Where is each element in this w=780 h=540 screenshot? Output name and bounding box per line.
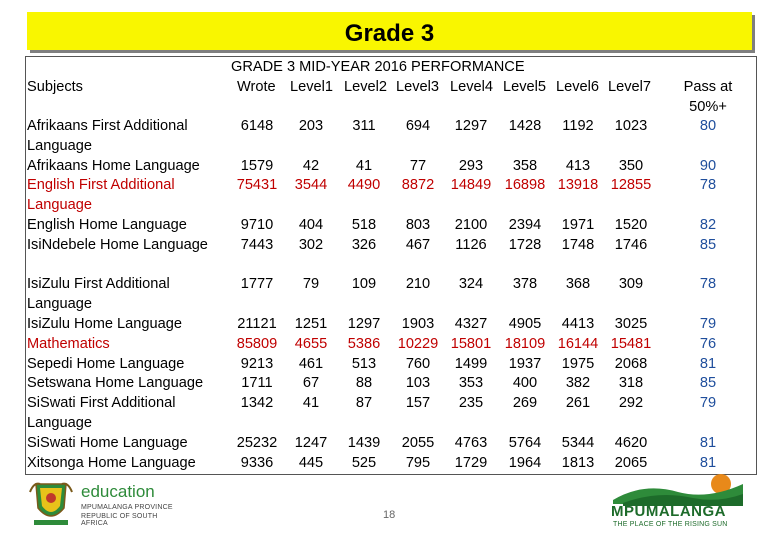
right-brand: MPUMALANGA (611, 503, 726, 520)
cell-wrote: 7443 (240, 236, 274, 253)
subject-name: SiSwati Home Language (27, 434, 188, 451)
cell-l3: 467 (405, 236, 431, 253)
header-pass-line1: Pass at (683, 79, 733, 95)
cell-wrote: 1579 (240, 157, 274, 174)
cell-l2: 4490 (347, 177, 381, 194)
cell-pass-rate: 76 (699, 335, 717, 352)
cell-l2: 1297 (347, 316, 381, 332)
cell-l5: 378 (512, 276, 538, 293)
table-title: GRADE 3 MID-YEAR 2016 PERFORMANCE (231, 59, 525, 75)
cell-l5: 1937 (508, 355, 542, 372)
header-level1: Level1 (290, 79, 334, 95)
cell-l4: 1297 (454, 118, 488, 134)
cell-l3: 803 (405, 217, 431, 233)
subject-name: Xitsonga Home Language (27, 454, 196, 471)
cell-wrote: 9213 (240, 355, 274, 372)
cell-l7: 4620 (614, 434, 648, 451)
cell-pass-rate: 78 (699, 276, 717, 293)
cell-wrote: 1711 (241, 375, 273, 392)
header-pass-line2: 50%+ (689, 99, 727, 115)
cell-l5: 16898 (504, 177, 546, 194)
cell-l2: 518 (351, 217, 377, 233)
table-content (26, 57, 756, 474)
province-line1: MPUMALANGA PROVINCE (81, 504, 173, 511)
cell-l3: 77 (409, 157, 427, 174)
cell-l7: 292 (618, 395, 644, 412)
cell-l6: 1813 (561, 454, 595, 471)
cell-l7: 2065 (614, 454, 648, 471)
subject-name: Mathematics (27, 335, 110, 352)
mpumalanga-logo (603, 470, 753, 530)
cell-l2: 87 (355, 395, 373, 412)
cell-l4: 324 (458, 276, 484, 293)
cell-l1: 3544 (294, 177, 328, 194)
cell-l1: 4655 (294, 335, 328, 352)
cell-pass-rate: 85 (699, 236, 717, 253)
cell-l7: 3025 (614, 316, 648, 332)
cell-wrote: 1342 (240, 395, 274, 412)
cell-wrote: 9710 (240, 217, 274, 233)
cell-l5: 1964 (508, 454, 542, 471)
cell-l1: 1251 (294, 316, 328, 332)
header-level6: Level6 (556, 79, 600, 95)
cell-l3: 760 (405, 355, 431, 372)
subject-name: SiSwati First Additional Language (27, 395, 176, 431)
cell-l6: 1971 (561, 217, 595, 233)
cell-l3: 210 (405, 276, 431, 293)
cell-l7: 1520 (614, 217, 648, 233)
title-bar (27, 12, 752, 50)
cell-l1: 404 (298, 217, 324, 233)
cell-l3: 2055 (401, 434, 435, 451)
cell-l5: 400 (512, 375, 538, 392)
header-subjects: Subjects (27, 79, 83, 95)
subject-name: Sepedi Home Language (27, 355, 185, 372)
cell-wrote: 6148 (240, 118, 274, 134)
cell-l3: 157 (405, 395, 431, 412)
cell-l2: 1439 (347, 434, 381, 451)
subject-name: IsiNdebele Home Language (27, 236, 208, 253)
cell-l5: 358 (512, 157, 538, 174)
cell-l1: 41 (302, 395, 320, 412)
cell-pass-rate: 78 (699, 177, 717, 194)
header-level2: Level2 (344, 79, 388, 95)
right-tagline: THE PLACE OF THE RISING SUN (613, 521, 728, 528)
cell-l4: 353 (458, 375, 484, 392)
cell-wrote: 9336 (240, 454, 274, 471)
header-level5: Level5 (503, 79, 547, 95)
cell-l5: 269 (512, 395, 538, 412)
cell-l4: 15801 (450, 335, 492, 352)
coat-of-arms-icon (28, 478, 74, 528)
cell-pass-rate: 79 (699, 395, 717, 412)
cell-l6: 1975 (561, 355, 595, 372)
cell-l2: 513 (351, 355, 377, 372)
cell-l6: 4413 (561, 316, 595, 332)
cell-l4: 1729 (454, 454, 488, 471)
header-level7: Level7 (608, 79, 652, 95)
cell-l2: 5386 (347, 335, 381, 352)
cell-l5: 1728 (508, 236, 542, 253)
cell-l5: 4905 (508, 316, 542, 332)
cell-l2: 109 (351, 276, 377, 293)
cell-l7: 309 (618, 276, 644, 293)
subject-name: IsiZulu First Additional Language (27, 276, 170, 313)
cell-l2: 88 (355, 375, 373, 392)
cell-pass-rate: 82 (699, 217, 717, 233)
cell-l7: 350 (618, 157, 644, 174)
cell-l1: 461 (298, 355, 324, 372)
cell-pass-rate: 81 (699, 355, 717, 372)
cell-l6: 16144 (557, 335, 599, 352)
cell-l6: 368 (565, 276, 591, 293)
cell-l1: 42 (302, 157, 320, 174)
cell-pass-rate: 79 (699, 316, 717, 332)
cell-l3: 10229 (397, 335, 439, 352)
cell-l1: 1247 (294, 434, 328, 451)
cell-l2: 311 (352, 118, 376, 134)
cell-l1: 203 (298, 118, 324, 134)
cell-wrote: 25232 (236, 434, 278, 451)
subject-name: English Home Language (27, 217, 187, 233)
cell-pass-rate: 90 (699, 157, 717, 174)
cell-l7: 1746 (614, 236, 648, 253)
cell-l7: 318 (618, 375, 644, 392)
cell-l5: 5764 (508, 434, 542, 451)
cell-l4: 235 (458, 395, 484, 412)
cell-l5: 1428 (508, 118, 542, 134)
cell-l4: 4763 (454, 434, 488, 451)
cell-l7: 2068 (614, 355, 648, 372)
cell-l6: 1748 (561, 236, 595, 253)
cell-l4: 14849 (450, 177, 492, 194)
cell-l6: 5344 (561, 434, 595, 451)
performance-table (25, 56, 757, 475)
cell-l6: 261 (565, 395, 591, 412)
page-number: 18 (383, 509, 396, 521)
subject-name: English First Additional Language (27, 177, 175, 214)
rising-sun-icon (603, 470, 753, 506)
cell-l3: 1903 (401, 316, 435, 332)
cell-pass-rate: 81 (699, 434, 717, 451)
cell-l7: 15481 (610, 335, 652, 352)
header-wrote: Wrote (237, 79, 276, 95)
cell-l4: 4327 (454, 316, 488, 332)
cell-l4: 1126 (455, 236, 487, 253)
cell-l3: 103 (405, 375, 431, 392)
cell-wrote: 85809 (236, 335, 278, 352)
cell-l1: 445 (298, 454, 324, 471)
cell-l1: 67 (302, 375, 320, 392)
dept-name: education (81, 482, 155, 501)
cell-wrote: 21121 (237, 316, 277, 332)
cell-l4: 2100 (454, 217, 488, 233)
cell-l5: 2394 (508, 217, 542, 233)
cell-l7: 1023 (614, 118, 648, 134)
slide-title: Grade 3 (344, 20, 435, 47)
cell-l3: 795 (405, 454, 431, 471)
cell-l2: 41 (355, 157, 373, 174)
subject-name: Afrikaans Home Language (27, 157, 200, 174)
subject-name: IsiZulu Home Language (27, 316, 182, 332)
cell-l2: 326 (351, 236, 377, 253)
cell-l6: 413 (565, 157, 591, 174)
cell-l5: 18109 (504, 335, 546, 352)
cell-l1: 302 (298, 236, 324, 253)
cell-wrote: 1777 (240, 276, 274, 293)
cell-pass-rate: 80 (699, 118, 717, 134)
cell-l2: 525 (351, 454, 377, 471)
subject-name: Afrikaans First Additional Language (27, 118, 188, 154)
cell-l4: 1499 (454, 355, 488, 372)
cell-l6: 382 (565, 375, 591, 392)
cell-l4: 293 (458, 157, 484, 174)
cell-l6: 1192 (562, 118, 594, 134)
cell-l3: 8872 (401, 177, 435, 194)
cell-l6: 13918 (557, 177, 599, 194)
cell-l1: 79 (302, 276, 320, 293)
cell-l3: 694 (405, 118, 431, 134)
cell-l7: 12855 (610, 177, 652, 194)
province-line2: REPUBLIC OF SOUTH AFRICA (81, 513, 158, 527)
header-level4: Level4 (450, 79, 494, 95)
cell-pass-rate: 85 (699, 375, 717, 392)
header-level3: Level3 (396, 79, 440, 95)
education-logo (28, 478, 178, 528)
subject-name: Setswana Home Language (27, 375, 204, 392)
cell-wrote: 75431 (236, 177, 278, 194)
cell-pass-rate: 81 (699, 454, 717, 471)
